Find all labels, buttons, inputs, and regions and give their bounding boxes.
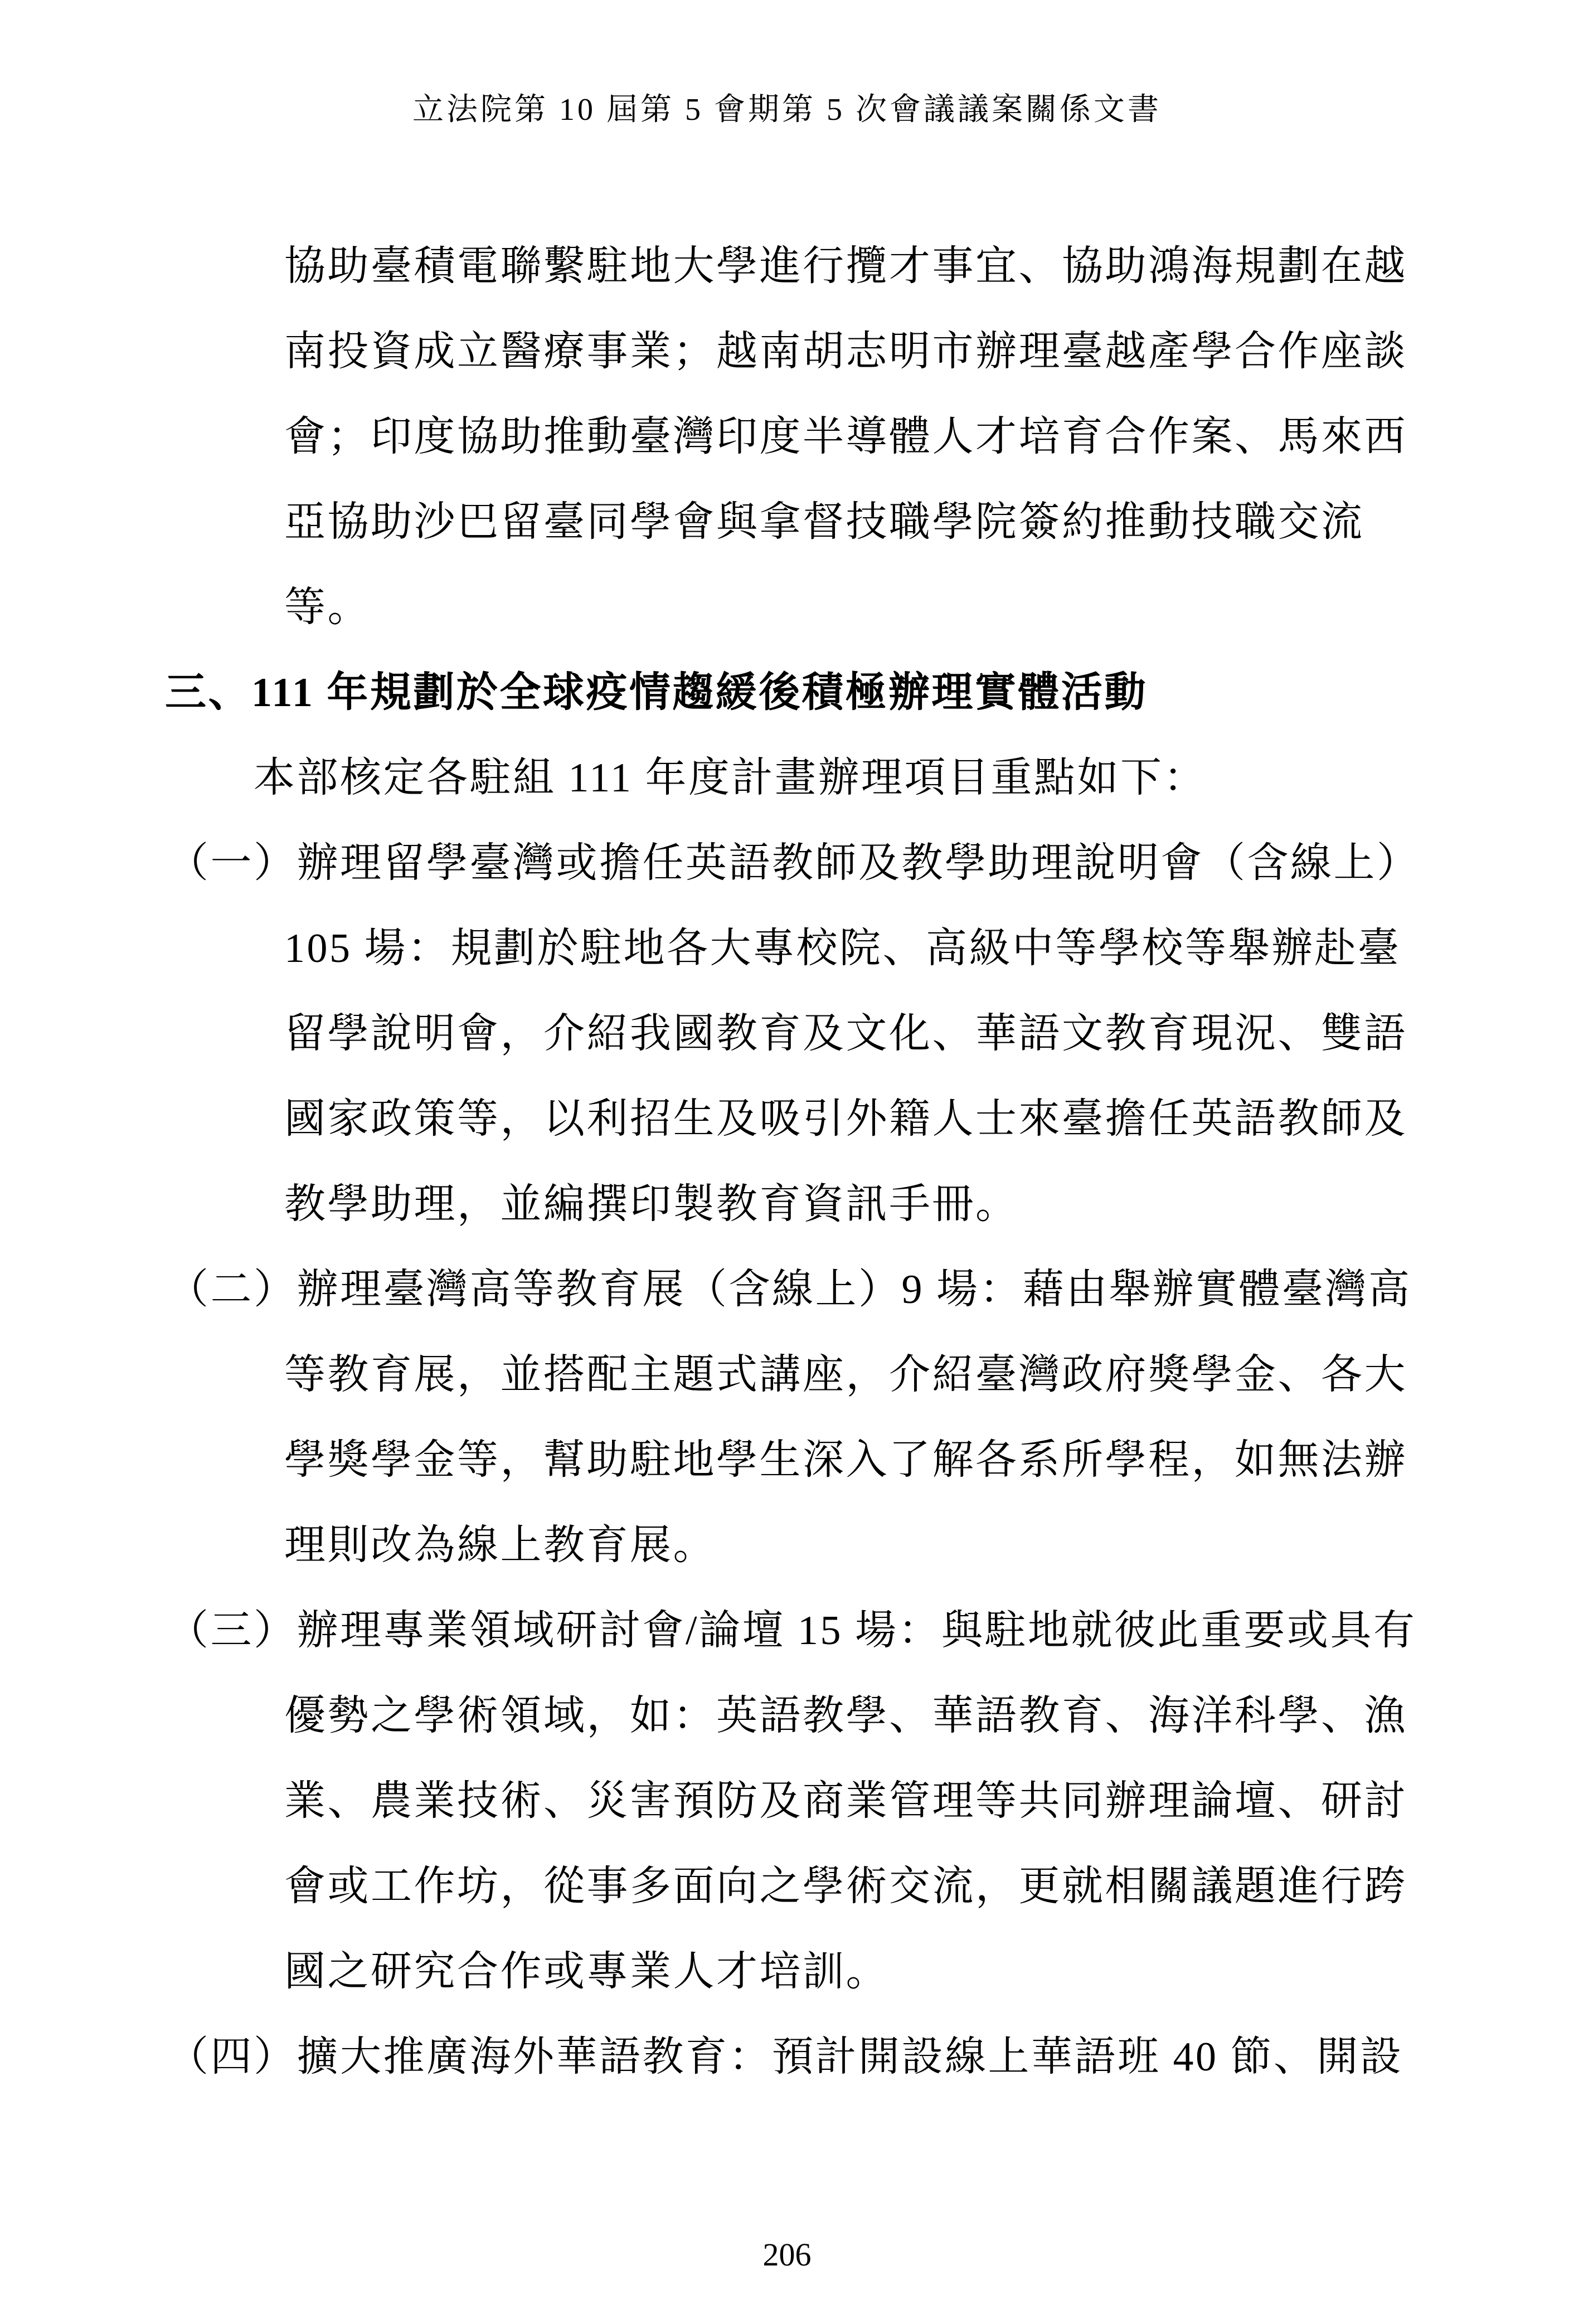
text-line: 會或工作坊，從事多面向之學術交流，更就相關議題進行跨 — [284, 1864, 1407, 1909]
text-line: 會；印度協助推動臺灣印度半導體人才培育合作案、馬來西 — [284, 414, 1407, 460]
text-line: 等教育展，並搭配主題式講座，介紹臺灣政府獎學金、各大 — [284, 1352, 1407, 1398]
text-line: （三）辦理專業領域研討會/論壇 15 場：與駐地就彼此重要或具有 — [167, 1608, 1417, 1654]
text-line: 國家政策等，以利招生及吸引外籍人士來臺擔任英語教師及 — [284, 1096, 1407, 1142]
text-line: 業、農業技術、災害預防及商業管理等共同辦理論壇、研討 — [284, 1778, 1407, 1824]
text-line: 三、111 年規劃於全球疫情趨緩後積極辦理實體活動 — [165, 670, 1148, 716]
text-line: 等。 — [284, 585, 371, 630]
text-line: 105 場：規劃於駐地各大專校院、高級中等學校等舉辦赴臺 — [284, 926, 1401, 971]
text-line: 留學說明會，介紹我國教育及文化、華語文教育現況、雙語 — [284, 1011, 1407, 1057]
page-number: 206 — [762, 2237, 812, 2273]
text-line: 國之研究合作或專業人才培訓。 — [284, 1949, 889, 1995]
text-line: （一）辦理留學臺灣或擔任英語教師及教學助理說明會（含線上） — [167, 840, 1420, 886]
document-header-title: 立法院第 10 屆第 5 會期第 5 次會議議案關係文書 — [412, 93, 1162, 127]
text-line: 優勢之學術領域，如：英語教學、華語教育、海洋科學、漁 — [284, 1693, 1407, 1739]
text-line: 協助臺積電聯繫駐地大學進行攬才事宜、協助鴻海規劃在越 — [284, 244, 1407, 289]
text-line: 理則改為線上教育展。 — [284, 1523, 716, 1568]
text-line: 學獎學金等，幫助駐地學生深入了解各系所學程，如無法辦 — [284, 1437, 1407, 1483]
document-body — [0, 224, 1574, 2100]
text-line: （四）擴大推廣海外華語教育：預計開設線上華語班 40 節、開設 — [167, 2034, 1403, 2080]
text-line: 亞協助沙巴留臺同學會與拿督技職學院簽約推動技職交流 — [284, 499, 1364, 545]
text-line: 教學助理，並編撰印製教育資訊手冊。 — [284, 1182, 1019, 1227]
text-line: （二）辦理臺灣高等教育展（含線上）9 場：藉由舉辦實體臺灣高 — [167, 1267, 1412, 1312]
text-line: 本部核定各駐組 111 年度計畫辦理項目重點如下： — [254, 755, 1207, 801]
text-line: 南投資成立醫療事業；越南胡志明市辦理臺越產學合作座談 — [284, 329, 1407, 375]
